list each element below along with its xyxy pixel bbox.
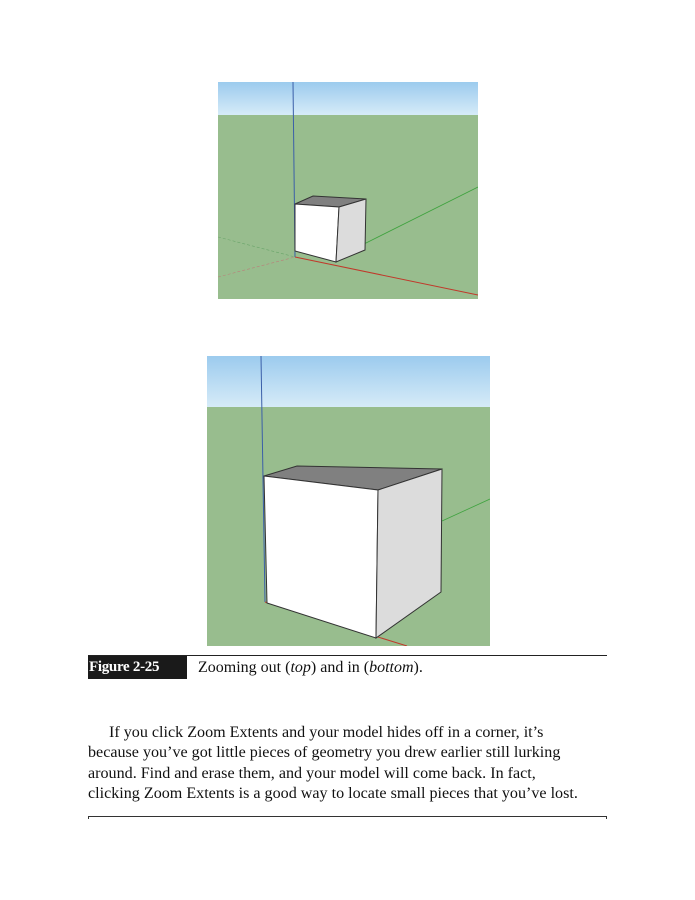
zoomed-out-scene [218,82,478,299]
caption-text-middle: ) and in ( [310,659,370,676]
body-paragraph [88,723,618,804]
sky [218,82,478,115]
caption-text-before: Zooming out ( [198,659,291,676]
figure-caption [198,656,423,679]
paragraph-line: around. Find and erase them, and your model will come back. In fact, [88,764,536,782]
sky [207,356,490,407]
zoomed-in-scene [207,356,490,646]
caption-text-after: ). [413,659,423,676]
figure-zoomed-out [218,82,478,299]
figure-label: Figure 2-25 [88,656,187,679]
paragraph-line: If you click Zoom Extents and your model hides off in a corner, it’s [109,724,544,741]
paragraph-line: clicking Zoom Extents is a good way to locate small pieces that you’ve lost. [88,784,578,802]
caption-top-word: top [290,659,311,676]
paragraph-line: because you’ve got little pieces of geometry you drew earlier still lurking [88,744,561,762]
caption-bottom-word: bottom [369,659,414,676]
figure-zoomed-in [207,356,490,646]
bottom-rule [88,816,607,819]
